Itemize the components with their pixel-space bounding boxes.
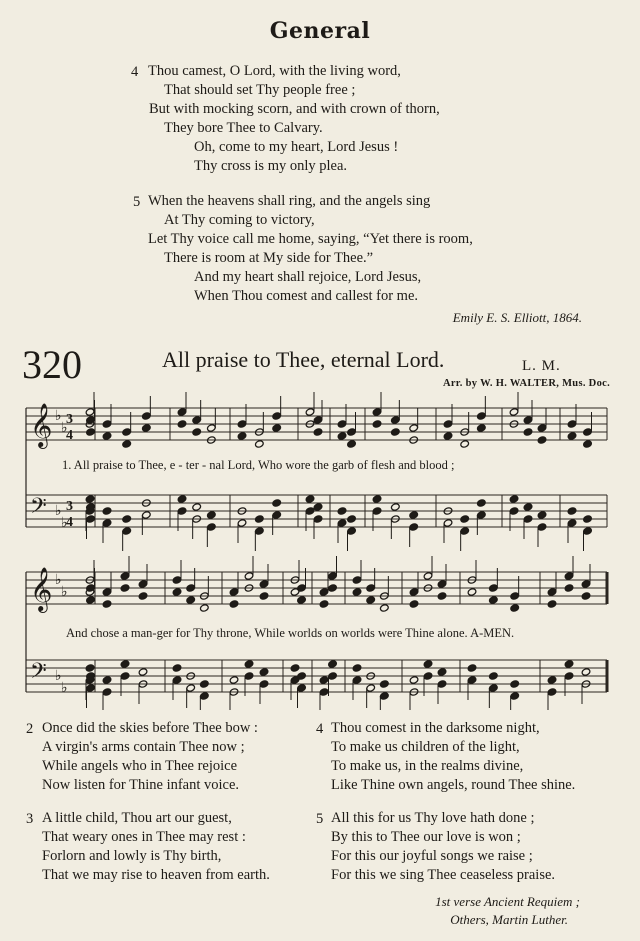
time-signature-top: 3 <box>66 499 73 514</box>
note-head <box>122 440 132 448</box>
note-head <box>207 424 217 432</box>
note-head <box>138 668 148 676</box>
note-head <box>192 428 202 436</box>
note-head <box>313 428 323 436</box>
note-head <box>409 523 419 531</box>
verse-line: A little child, Thou art our guest, <box>42 810 232 826</box>
note-head <box>352 588 362 596</box>
note-head <box>477 511 487 519</box>
note-head <box>581 592 591 600</box>
note-head <box>409 600 419 608</box>
verse-line: All this for us Thy love hath done ; <box>331 810 535 826</box>
note-head <box>259 580 269 588</box>
note-head <box>272 511 282 519</box>
hymn-meter: L. M. <box>522 358 561 374</box>
note-head <box>581 668 591 676</box>
note-head <box>102 507 112 515</box>
note-head <box>510 592 520 600</box>
key-signature-flat: ♭ <box>61 680 68 696</box>
note-head <box>347 527 357 535</box>
note-head <box>297 596 307 604</box>
note-head <box>229 588 239 596</box>
verse-line: There is room at My side for Thee.” <box>164 250 374 266</box>
note-head <box>177 408 187 416</box>
hymn-attribution-2: Others, Martin Luther. <box>450 912 568 927</box>
note-head <box>583 515 593 523</box>
note-head <box>409 676 419 684</box>
note-head <box>86 684 96 692</box>
note-head <box>138 580 148 588</box>
arranger-credit: Arr. by W. H. WALTER, Mus. Doc. <box>442 378 610 389</box>
note-head <box>200 604 210 612</box>
note-head <box>319 676 329 684</box>
note-head <box>489 584 499 592</box>
note-head <box>244 572 254 580</box>
note-head <box>237 432 247 440</box>
note-head <box>172 676 182 684</box>
note-head <box>122 428 132 436</box>
note-head <box>120 672 130 680</box>
key-signature-flat: ♭ <box>55 408 62 424</box>
time-signature-top: 3 <box>66 412 73 427</box>
note-head <box>313 515 323 523</box>
note-head <box>547 588 557 596</box>
note-head <box>372 507 382 515</box>
note-head <box>409 511 419 519</box>
note-head <box>122 527 132 535</box>
note-head <box>510 604 520 612</box>
note-head <box>567 519 577 527</box>
note-head <box>192 416 202 424</box>
note-head <box>102 420 112 428</box>
note-head <box>86 596 96 604</box>
note-head <box>443 519 453 527</box>
note-head <box>477 412 487 420</box>
note-head <box>102 588 112 596</box>
note-head <box>564 572 574 580</box>
note-head <box>380 692 390 700</box>
note-head <box>186 684 196 692</box>
note-head <box>547 676 557 684</box>
note-head <box>583 527 593 535</box>
note-head <box>337 432 347 440</box>
note-head <box>509 507 519 515</box>
note-head <box>581 580 591 588</box>
note-head <box>259 680 269 688</box>
note-head <box>305 507 315 515</box>
note-head <box>102 600 112 608</box>
note-head <box>102 688 112 696</box>
note-head <box>85 495 95 503</box>
note-head <box>380 680 390 688</box>
treble-clef: 𝄞 <box>30 567 53 611</box>
note-head <box>177 495 187 503</box>
note-head <box>409 588 419 596</box>
key-signature-flat: ♭ <box>61 420 68 436</box>
note-head <box>391 416 401 424</box>
verse-line: Thy cross is my only plea. <box>194 158 348 174</box>
time-signature-bottom: 4 <box>66 428 73 443</box>
note-head <box>423 572 433 580</box>
hymn-title: All praise to Thee, eternal Lord. <box>162 347 445 372</box>
note-head <box>229 600 239 608</box>
note-head <box>85 408 95 416</box>
verse-line: Thou comest in the darksome night, <box>331 720 540 736</box>
note-head <box>564 584 574 592</box>
note-head <box>347 428 357 436</box>
note-head <box>477 499 487 507</box>
note-head <box>347 440 357 448</box>
note-head <box>337 519 347 527</box>
note-head <box>186 596 196 604</box>
hymn-attribution-1: 1st verse Ancient Requiem ; <box>435 894 580 909</box>
note-head <box>443 420 453 428</box>
note-head <box>443 432 453 440</box>
note-head <box>172 664 182 672</box>
note-head <box>120 572 130 580</box>
note-head <box>337 507 347 515</box>
note-head <box>290 664 300 672</box>
author-attribution: Emily E. S. Elliott, 1864. <box>452 310 582 325</box>
verse-number: 4 <box>316 721 324 737</box>
key-signature-flat: ♭ <box>61 515 68 531</box>
verse-line: But with mocking scorn, and with crown of thorn, <box>149 101 440 117</box>
note-head <box>567 507 577 515</box>
note-head <box>489 596 499 604</box>
note-head <box>467 676 477 684</box>
note-head <box>547 600 557 608</box>
note-head <box>244 672 254 680</box>
note-head <box>200 692 210 700</box>
note-head <box>523 515 533 523</box>
note-head <box>347 515 357 523</box>
note-head <box>200 680 210 688</box>
note-head <box>409 424 419 432</box>
note-head <box>172 588 182 596</box>
note-head <box>567 432 577 440</box>
key-signature-flat: ♭ <box>61 584 68 600</box>
verse-line: While angels who in Thee rejoice <box>42 758 238 774</box>
key-signature-flat: ♭ <box>55 668 62 684</box>
page-header: General <box>269 18 371 44</box>
note-head <box>537 424 547 432</box>
note-head <box>120 660 130 668</box>
note-head <box>297 672 307 680</box>
note-head <box>328 660 338 668</box>
note-head <box>272 424 282 432</box>
verse-line: Oh, come to my heart, Lord Jesus ! <box>194 139 399 155</box>
verse-number: 2 <box>26 721 34 737</box>
note-head <box>186 584 196 592</box>
music-score <box>0 390 640 710</box>
verse-number: 3 <box>26 811 34 827</box>
note-head <box>138 592 148 600</box>
note-head <box>391 503 401 511</box>
note-head <box>460 515 470 523</box>
verse-number: 5 <box>133 194 141 210</box>
note-head <box>460 440 470 448</box>
note-head <box>523 428 533 436</box>
note-head <box>120 584 130 592</box>
verse-line: Like Thine own angels, round Thee shine. <box>331 777 576 793</box>
note-head <box>319 588 329 596</box>
verse-line: To make us children of the light, <box>331 739 520 755</box>
time-signature-bottom: 4 <box>66 515 73 530</box>
note-head <box>328 572 338 580</box>
note-head <box>237 519 247 527</box>
hymn-number: 320 <box>22 342 82 387</box>
note-head <box>523 503 533 511</box>
note-head <box>437 592 447 600</box>
note-head <box>352 676 362 684</box>
note-head <box>237 420 247 428</box>
note-head <box>255 527 265 535</box>
note-head <box>537 523 547 531</box>
note-head <box>423 660 433 668</box>
bass-clef: 𝄢 <box>30 659 47 689</box>
note-head <box>319 688 329 696</box>
note-head <box>564 660 574 668</box>
verse-line: They bore Thee to Calvary. <box>164 120 323 136</box>
note-head <box>423 672 433 680</box>
note-head <box>583 428 593 436</box>
note-head <box>366 596 376 604</box>
note-head <box>328 584 338 592</box>
note-head <box>313 503 323 511</box>
note-head <box>297 584 307 592</box>
note-head <box>352 576 362 584</box>
note-head <box>207 511 217 519</box>
verse-line: For this we sing Thee ceaseless praise. <box>331 867 556 883</box>
treble-clef: 𝄞 <box>30 403 53 447</box>
note-head <box>142 511 152 519</box>
note-head <box>177 507 187 515</box>
note-head <box>313 416 323 424</box>
note-head <box>467 588 477 596</box>
verse-line: That weary ones in Thee may rest : <box>42 829 246 845</box>
note-head <box>86 515 96 523</box>
note-head <box>366 584 376 592</box>
note-head <box>255 440 265 448</box>
note-head <box>510 692 520 700</box>
note-head <box>391 428 401 436</box>
note-head <box>437 580 447 588</box>
note-head <box>372 495 382 503</box>
verse-line: When Thou comest and callest for me. <box>194 288 419 304</box>
verse-line: That should set Thy people free ; <box>164 82 356 98</box>
note-head <box>509 408 519 416</box>
note-head <box>437 668 447 676</box>
verse-line: Forlorn and lowly is Thy birth, <box>42 848 222 864</box>
key-signature-flat: ♭ <box>55 572 62 588</box>
note-head <box>86 428 96 436</box>
key-signature-flat: ♭ <box>55 503 62 519</box>
note-head <box>207 523 217 531</box>
note-head <box>352 664 362 672</box>
note-head <box>437 680 447 688</box>
note-head <box>305 408 315 416</box>
note-head <box>229 676 239 684</box>
note-head <box>510 680 520 688</box>
note-head <box>177 420 187 428</box>
note-head <box>122 515 132 523</box>
note-head <box>537 436 547 444</box>
verse-line: That we may rise to heaven from earth. <box>42 867 270 883</box>
verse-number: 4 <box>131 64 139 80</box>
note-head <box>192 503 202 511</box>
note-head <box>259 668 269 676</box>
note-head <box>467 664 477 672</box>
note-head <box>142 424 152 432</box>
note-head <box>564 672 574 680</box>
note-head <box>372 408 382 416</box>
verse-line: Let Thy voice call me home, saying, “Yet there is room, <box>148 231 473 247</box>
note-head <box>319 600 329 608</box>
bass-clef: 𝄢 <box>30 494 47 524</box>
note-head <box>102 432 112 440</box>
verse-line: To make us, in the realms divine, <box>331 758 524 774</box>
verse-number: 5 <box>316 811 324 827</box>
note-head <box>489 672 499 680</box>
note-head <box>537 511 547 519</box>
note-head <box>328 672 338 680</box>
note-head <box>366 684 376 692</box>
note-head <box>380 604 390 612</box>
verse-line: At Thy coming to victory, <box>164 212 315 228</box>
note-head <box>372 420 382 428</box>
note-head <box>477 424 487 432</box>
note-head <box>509 495 519 503</box>
note-head <box>255 515 265 523</box>
verse-line: Thou camest, O Lord, with the living word, <box>148 63 401 79</box>
note-head <box>102 676 112 684</box>
note-head <box>272 499 282 507</box>
verse-line: And my heart shall rejoice, Lord Jesus, <box>194 269 422 285</box>
verse-line: When the heavens shall ring, and the angels sing <box>148 193 431 209</box>
lyrics-line: 1. All praise to Thee, e - ter - nal Lord, Who wore the garb of flesh and blood ; <box>62 458 455 472</box>
verse-line: A virgin's arms contain Thee now ; <box>42 739 245 755</box>
note-head <box>337 420 347 428</box>
note-head <box>547 688 557 696</box>
note-head <box>305 495 315 503</box>
verse-line: For this our joyful songs we raise ; <box>331 848 533 864</box>
note-head <box>102 519 112 527</box>
note-head <box>297 684 307 692</box>
note-head <box>460 527 470 535</box>
verse-line: Now listen for Thine infant voice. <box>42 777 240 793</box>
note-head <box>244 660 254 668</box>
note-head <box>272 412 282 420</box>
note-head <box>583 440 593 448</box>
lyrics-line: And chose a man-ger for Thy throne, While worlds on worlds were Thine alone. A-MEN. <box>66 626 515 640</box>
note-head <box>567 420 577 428</box>
verse-line: By this to Thee our love is won ; <box>331 829 521 845</box>
note-head <box>85 664 95 672</box>
note-head <box>489 684 499 692</box>
verse-line: Once did the skies before Thee bow : <box>42 720 258 736</box>
note-head <box>172 576 182 584</box>
note-head <box>259 592 269 600</box>
note-head <box>523 416 533 424</box>
note-head <box>142 412 152 420</box>
